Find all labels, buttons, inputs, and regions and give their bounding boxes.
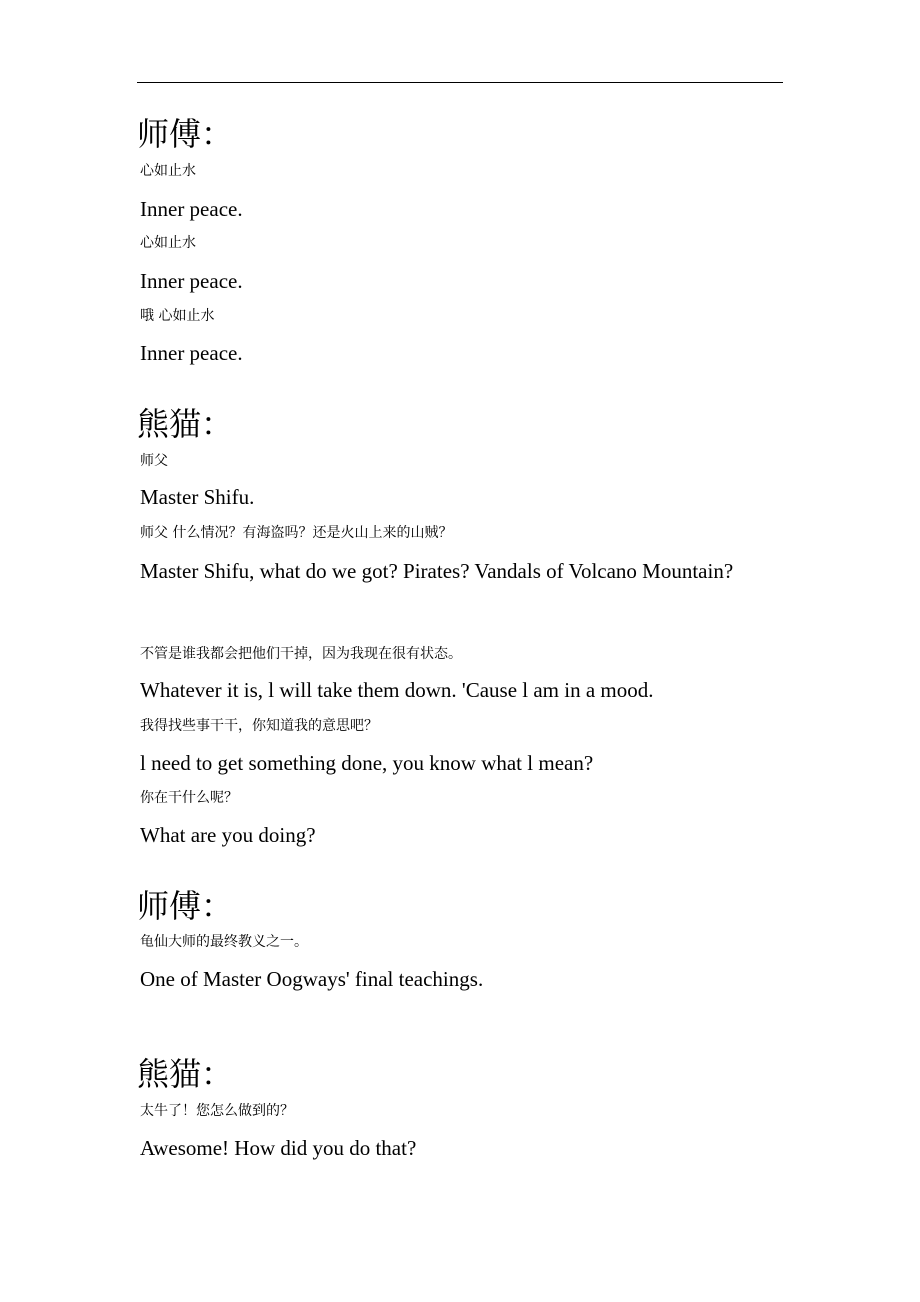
chinese-line: 不管是谁我都会把他们干掉，因为我现在很有状态。: [140, 646, 462, 662]
english-line: Inner peace.: [140, 341, 243, 365]
english-line: Master Shifu.: [140, 485, 255, 509]
english-line: What are you doing?: [140, 823, 316, 847]
english-line: Inner peace.: [140, 269, 243, 293]
chinese-line: 师父: [140, 453, 168, 469]
chinese-line: 龟仙大师的最终教义之一。: [140, 934, 308, 950]
chinese-line: 哦 心如止水: [140, 308, 215, 324]
chinese-line: 心如止水: [140, 163, 196, 179]
chinese-line: 师父 什么情况？有海盗吗？还是火山上来的山贼？: [140, 525, 453, 541]
speaker-label: 师傅：: [137, 115, 234, 153]
english-line: Awesome! How did you do that?: [140, 1136, 417, 1160]
english-line: Master Shifu, what do we got? Pirates? Vandals of Volcano Mountain?: [140, 559, 734, 583]
english-line: l need to get something done, you know what l mean?: [140, 751, 594, 775]
chinese-line: 太牛了！您怎么做到的？: [140, 1103, 294, 1119]
speaker-label: 师傅：: [137, 887, 234, 925]
header-rule: [137, 82, 783, 83]
chinese-line: 你在干什么呢？: [140, 790, 238, 806]
speaker-label: 熊猫：: [137, 1055, 234, 1093]
english-line: One of Master Oogways' final teachings.: [140, 967, 484, 991]
chinese-line: 我得找些事干干，你知道我的意思吧？: [140, 718, 378, 734]
english-line: Whatever it is, l will take them down. 'Cause l am in a mood.: [140, 678, 654, 702]
english-line: Inner peace.: [140, 197, 243, 221]
speaker-label: 熊猫：: [137, 405, 234, 443]
chinese-line: 心如止水: [140, 235, 196, 251]
